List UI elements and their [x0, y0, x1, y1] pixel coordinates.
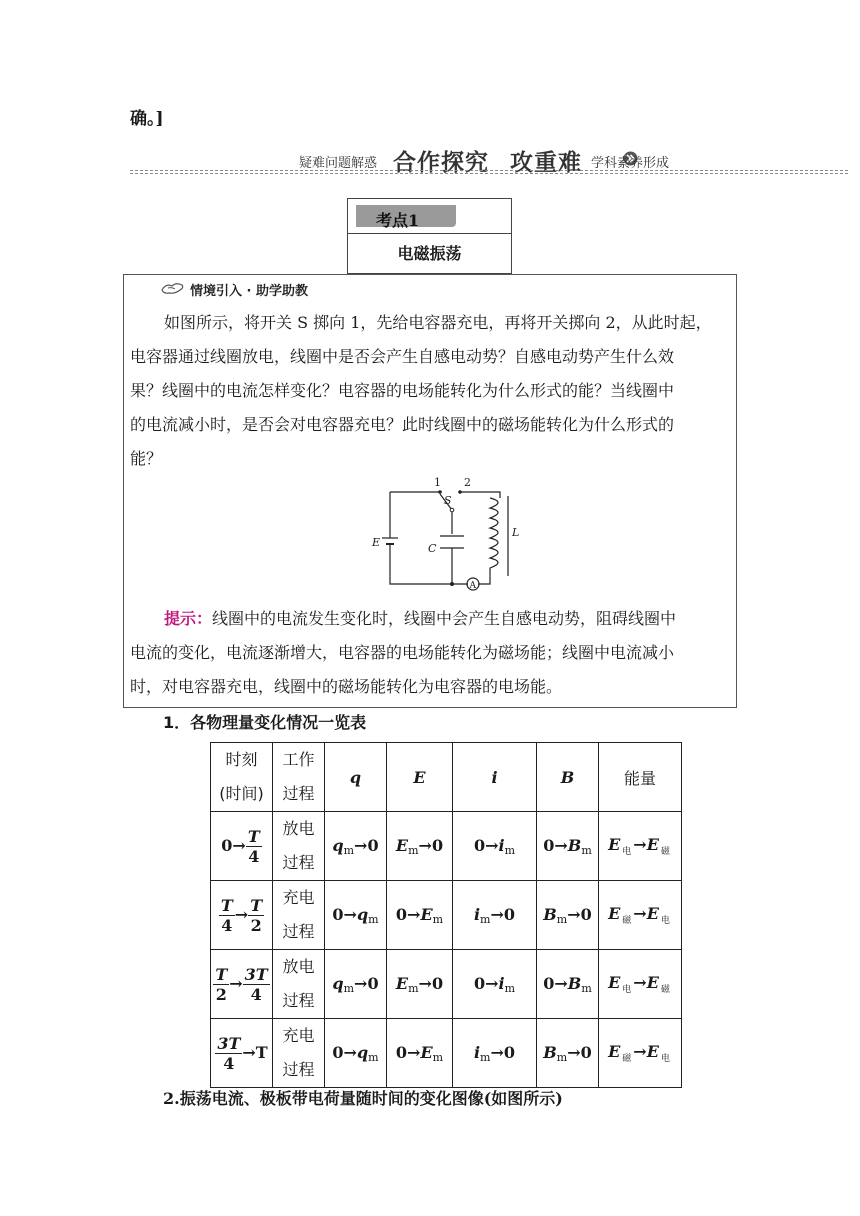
- banner-left-text: 疑难问题解惑: [299, 156, 378, 171]
- time-fraction: $\frac{T}{4}$: [247, 826, 260, 866]
- question-line: 的电流减小时，是否会对电容器充电？此时线圈中的磁场能转化为什么形式的: [130, 415, 675, 434]
- cell-i: $0\to i_m$: [453, 812, 537, 881]
- question-line: 电容器通过线圈放电，线圈中是否会产生自感电动势？自感电动势产生什么效: [130, 347, 675, 366]
- cell-time-range: 0→ $\frac{T}{4}$: [211, 812, 273, 881]
- cell-b: $B_m\to 0$: [537, 881, 599, 950]
- hands-icon: [160, 280, 186, 296]
- header-b: B: [537, 743, 599, 812]
- header-e: E: [387, 743, 453, 812]
- previous-page-fragment: 确。]: [130, 109, 164, 129]
- topic-box-header: [348, 199, 511, 234]
- cell-time-range: $\frac{T}{4}$ → $\frac{T}{2}$: [211, 881, 273, 950]
- cell-time-range: $\frac{T}{2}$ → $\frac{3T}{4}$: [211, 950, 273, 1019]
- table-row: [211, 1019, 682, 1088]
- time-fraction: $\frac{3T}{4}$: [217, 1033, 241, 1073]
- cell-process: 充电 过程: [273, 881, 325, 950]
- cell-energy: E $_电$ →E $_磁$: [599, 812, 682, 881]
- topic-tag: 考点1: [376, 211, 420, 230]
- intro-label: 情境引入 · 助学助教: [190, 284, 308, 299]
- header-process: 工作 过程: [273, 743, 325, 812]
- ammeter-label: A: [469, 581, 476, 591]
- intro-tip: [130, 602, 730, 704]
- banner-divider-second: [130, 173, 848, 174]
- time-fraction: $\frac{T}{4}$: [220, 895, 233, 935]
- section-1-title: 1．各物理量变化情况一览表: [163, 713, 367, 732]
- time-fraction: $\frac{3T}{4}$: [244, 964, 268, 1004]
- cell-b: $B_m\to 0$: [537, 1019, 599, 1088]
- topic-tag-background: [356, 205, 456, 230]
- time-plain: 0: [221, 835, 233, 855]
- tip-line: 线圈中的电流发生变化时，线圈中会产生自感电动势，阻碍线圈中: [212, 609, 677, 628]
- header-q: q: [325, 743, 387, 812]
- cell-energy: E $_磁$ →E $_电$: [599, 881, 682, 950]
- time-fraction: $\frac{T}{2}$: [250, 895, 263, 935]
- cell-e: $E_m\to 0$: [387, 812, 453, 881]
- time-fraction: $\frac{T}{2}$: [215, 964, 228, 1004]
- cell-e: $0\to E_m$: [387, 1019, 453, 1088]
- question-line: 如图所示，将开关 S 掷向 1，先给电容器充电，再将开关掷向 2，从此时起，: [164, 313, 712, 332]
- cell-energy: E $_电$ →E $_磁$: [599, 950, 682, 1019]
- lc-circuit-diagram: [360, 476, 530, 594]
- tip-line: 时，对电容器充电，线圈中的磁场能转化为电容器的电场能。: [130, 677, 563, 696]
- banner-title-main: 合作探究: [393, 150, 489, 176]
- header-energy: 能量: [599, 743, 682, 812]
- cell-energy: E $_磁$ →E $_电$: [599, 1019, 682, 1088]
- cell-process: 放电 过程: [273, 812, 325, 881]
- topic-box: [347, 198, 512, 274]
- banner-divider: [130, 170, 848, 171]
- header-time: 时刻 (时间): [211, 743, 273, 812]
- intro-question: [130, 306, 730, 476]
- switch-terminal-2-label: 2: [464, 476, 471, 489]
- cell-q: $0\to q_m$: [325, 881, 387, 950]
- physical-quantity-table: [210, 742, 682, 1088]
- header-i: i: [453, 743, 537, 812]
- cell-b: $0\to B_m$: [537, 812, 599, 881]
- question-line: 能？: [130, 449, 163, 468]
- cell-e: $E_m\to 0$: [387, 950, 453, 1019]
- table-row: [211, 812, 682, 881]
- table-header-row: [211, 743, 682, 812]
- cell-q: $q_m\to 0$: [325, 812, 387, 881]
- cell-i: $0\to i_m$: [453, 950, 537, 1019]
- question-line: 果？线圈中的电流怎样变化？电容器的电场能转化为什么形式的能？当线圈中: [130, 381, 675, 400]
- cell-process: 放电 过程: [273, 950, 325, 1019]
- cell-i: $i_m\to 0$: [453, 1019, 537, 1088]
- inductor-label: L: [512, 526, 520, 539]
- switch-terminal-1-label: 1: [434, 476, 441, 489]
- cell-e: $0\to E_m$: [387, 881, 453, 950]
- table-row: [211, 950, 682, 1019]
- topic-title: 电磁振荡: [397, 244, 462, 263]
- section-banner: [130, 142, 848, 174]
- section-2-title: 2.振荡电流、极板带电荷量随时间的变化图像(如图所示): [163, 1089, 563, 1108]
- cell-process: 充电 过程: [273, 1019, 325, 1088]
- capacitor-label: C: [428, 542, 437, 555]
- tip-line: 电流的变化，电流逐渐增大，电容器的电场能转化为磁场能；线圈中电流减小: [130, 643, 675, 662]
- tip-label: 提示：: [164, 609, 213, 628]
- cell-b: $0\to B_m$: [537, 950, 599, 1019]
- table-row: [211, 881, 682, 950]
- time-plain: T: [255, 1042, 268, 1062]
- cell-q: $0\to q_m$: [325, 1019, 387, 1088]
- cell-q: $q_m\to 0$: [325, 950, 387, 1019]
- cell-i: $i_m\to 0$: [453, 881, 537, 950]
- cell-time-range: $\frac{3T}{4}$ →T: [211, 1019, 273, 1088]
- banner-title-second: 攻重难: [510, 150, 582, 176]
- battery-label: E: [372, 536, 381, 549]
- banner-right-text: 学科素养形成: [591, 156, 670, 171]
- switch-label: S: [444, 494, 452, 507]
